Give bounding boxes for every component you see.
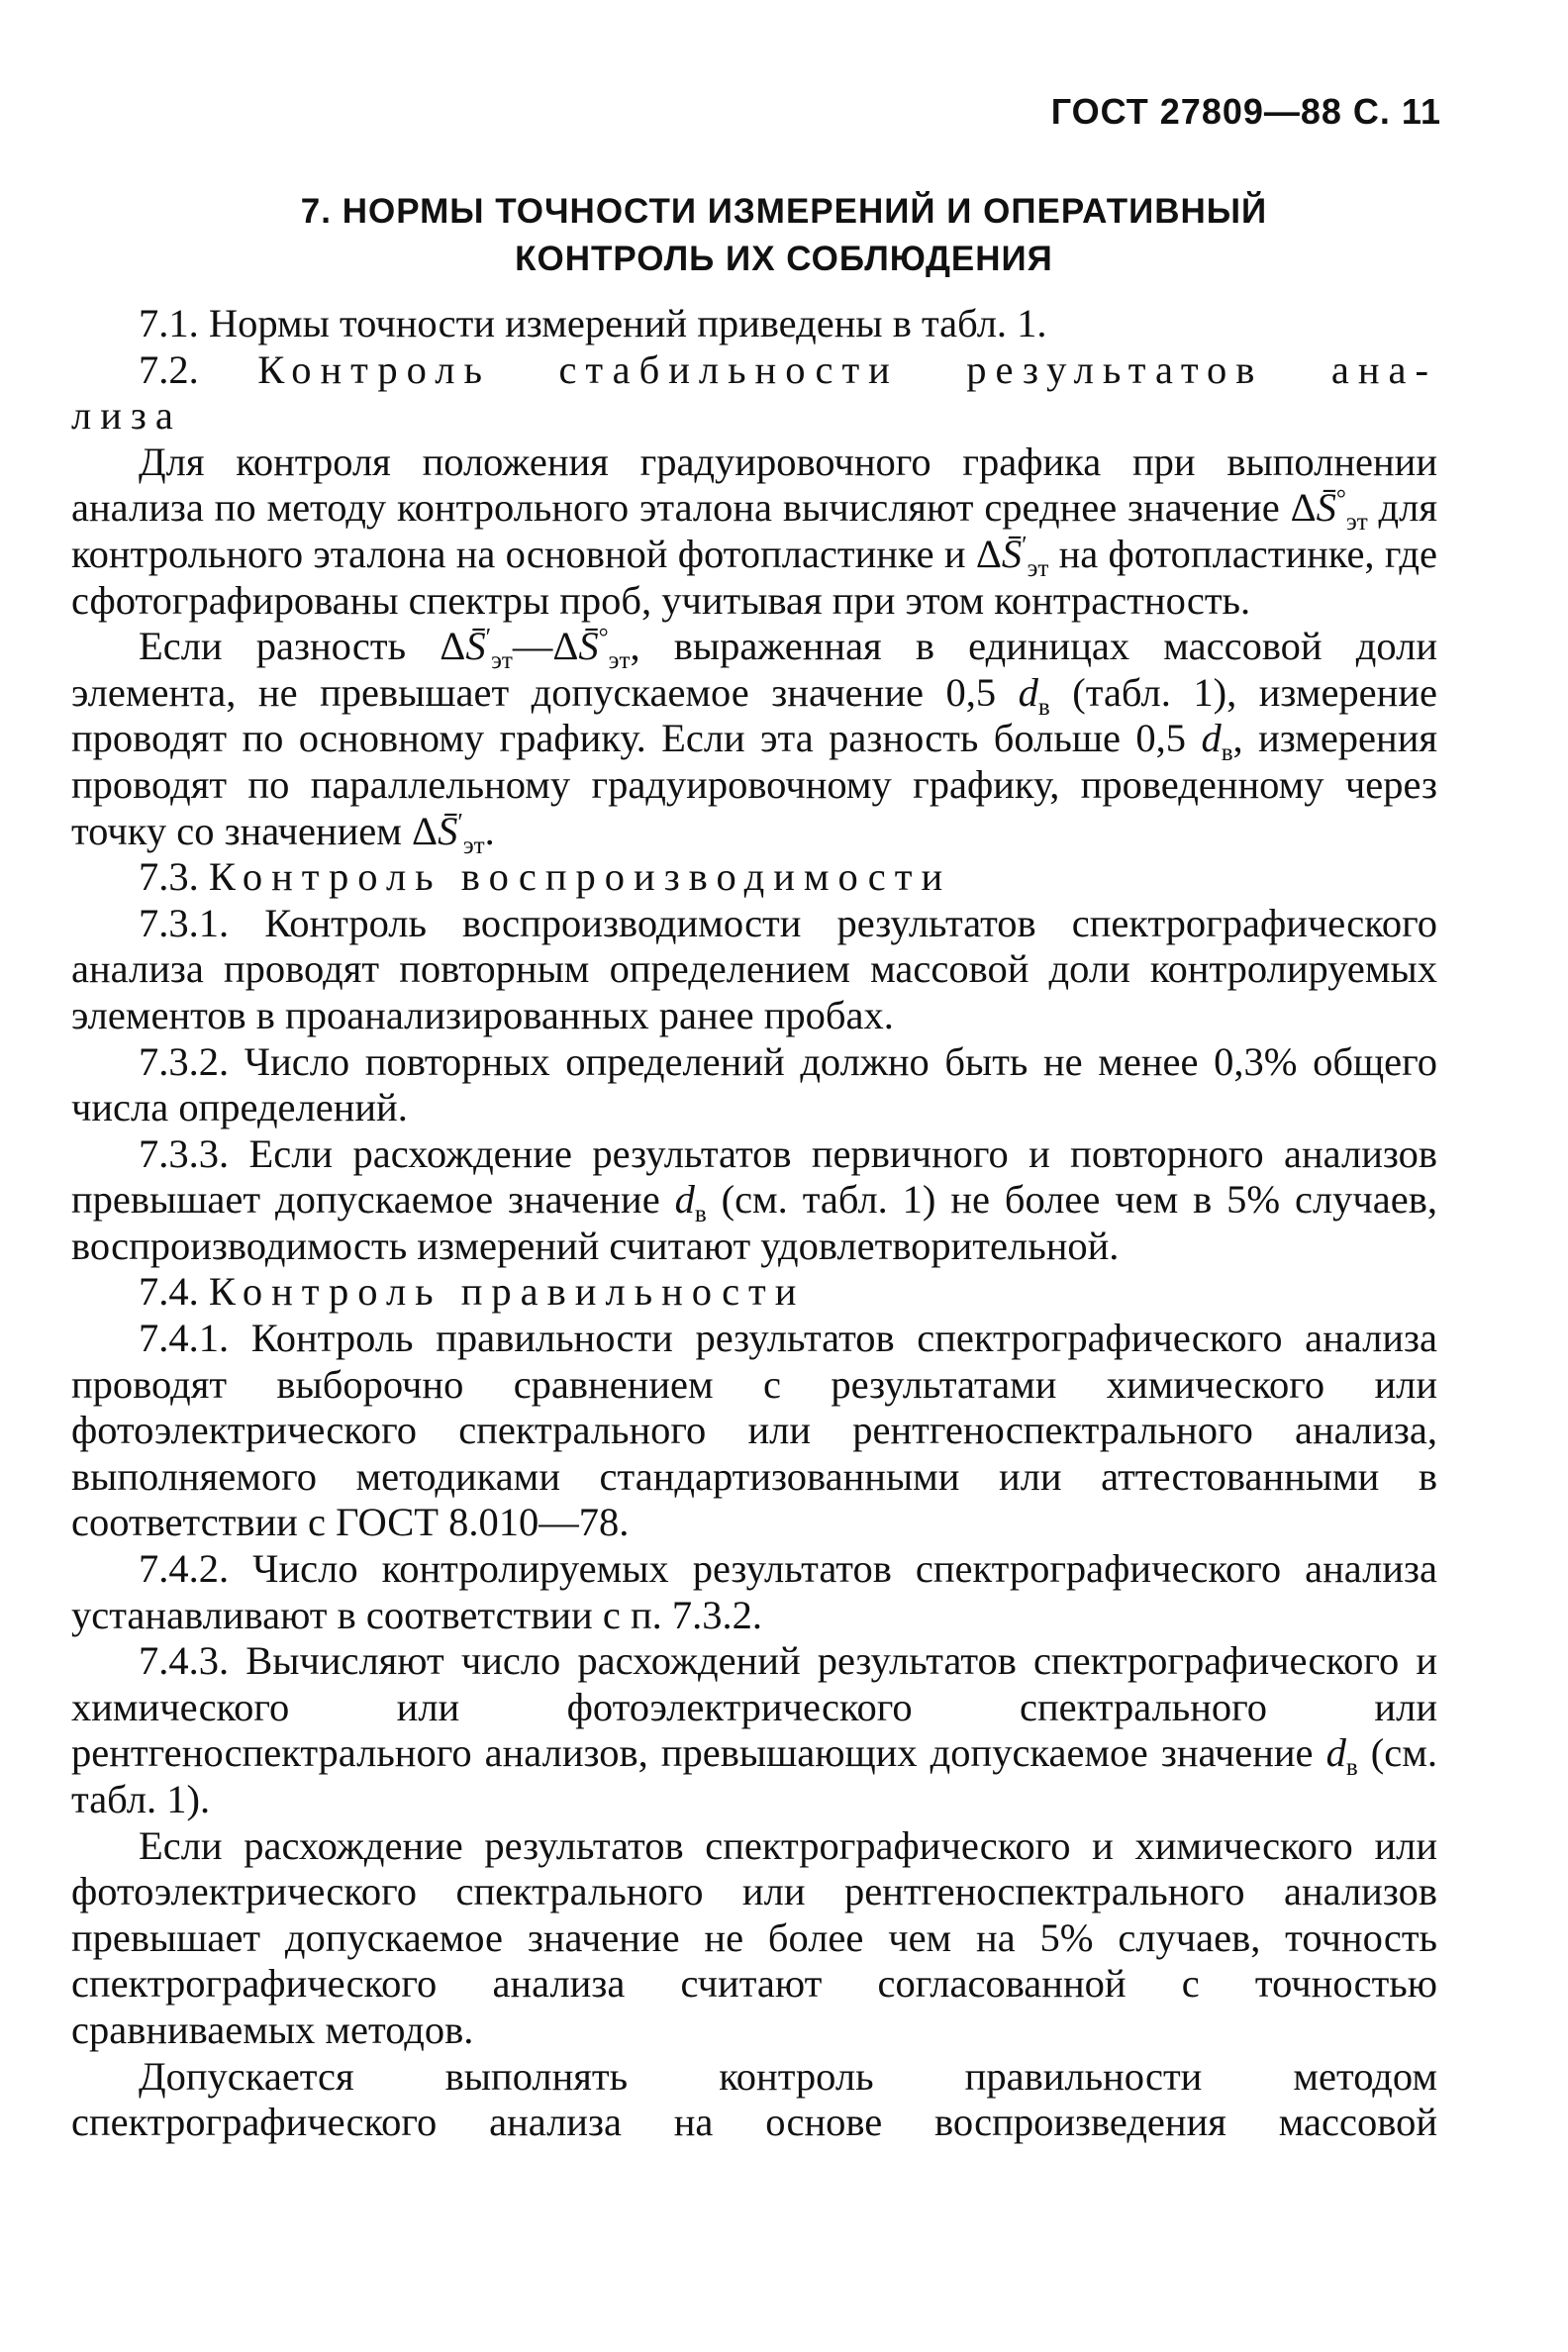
paragraph-7-3-3: 7.3.3. Если расхождение результатов первичного и повторного анализов превышает допускаемое значение $d_в$ (см. табл. 1) не более чем в 5% случаев, воспроизводимость измерений считают удовлетворительной. <box>71 1130 1438 1268</box>
spaced-title-cont: лиза <box>71 393 182 439</box>
formula-d-v: $d_в$ <box>674 1177 707 1228</box>
running-header: ГОСТ 27809—88 С. 11 <box>1050 91 1441 132</box>
formula-difference: $\Delta S'_{эт}—\Delta S^\circ_{эт}$ <box>440 624 631 675</box>
spaced-title: Контроль воспроизводимости <box>208 854 952 900</box>
formula-d-v: $d_в$ <box>1325 1730 1358 1782</box>
section-heading-line-2: КОНТРОЛЬ ИХ СОБЛЮДЕНИЯ <box>515 240 1053 278</box>
formula-d-v: $d_в$ <box>1201 716 1233 767</box>
spaced-title: Контроль правильности <box>208 1269 806 1315</box>
paragraph-7-3-2: 7.3.2. Число повторных определений должно быть не менее 0,3% общего числа определений. <box>71 1038 1437 1130</box>
formula-d-v: $d_в$ <box>1018 669 1050 721</box>
paragraph-7-2-heading-cont <box>71 393 1437 440</box>
section-heading <box>0 188 1568 283</box>
clause-number: 7.3. <box>139 854 199 900</box>
body-text <box>71 301 1437 2146</box>
spaced-title: Контроль стабильности результатов ана- <box>257 346 1437 392</box>
paragraph-7-4-3: 7.4.3. Вычисляют число расхождений результатов спектрографического и химического или фотоэлектрического спектрального или рентгеноспектрального анализов, превышающих допускаемое значение $d_в$ (см. табл. 1). <box>71 1638 1437 1821</box>
paragraph-7-3-1: 7.3.1. Контроль воспроизводимости результатов спектрографического анализа проводят повторным определением массовой доли контролируемых элементов в проанализированных ранее пробах. <box>71 900 1437 1037</box>
paragraph-discrepancy: Если расхождение результатов спектрографического и химического или фотоэлектрического спектрального или рентгеноспектрального анализов превышает допускаемое значение не более чем на 5% случаев, точность спектрографического анализа считают согласованной с точностью сравниваемых методов. <box>71 1822 1437 2052</box>
paragraph-7-3-heading <box>71 854 1437 901</box>
formula-delta-s-prime-et: $\Delta S'_{эт}$ <box>975 531 1049 583</box>
formula-delta-s-deg-et: $\Delta S^\circ_{эт}$ <box>1290 485 1368 537</box>
section-heading-line-1: 7. НОРМЫ ТОЧНОСТИ ИЗМЕРЕНИЙ И ОПЕРАТИВНЫЙ <box>300 192 1268 231</box>
clause-number: 7.2. <box>139 346 199 392</box>
paragraph-7-4-heading <box>71 1269 1437 1316</box>
paragraph-7-2-heading <box>71 347 1437 394</box>
paragraph-allowed: Допускается выполнять контроль правильности методом спектрографического анализа на основе воспроизведения массовой <box>71 2053 1437 2145</box>
formula-delta-s-prime-et: $\Delta S'_{эт}$ <box>412 808 485 859</box>
paragraph-7-4-1: 7.4.1. Контроль правильности результатов спектрографического анализа проводят выборочно сравнением с результатами химического или фотоэлектрического спектрального или рентгеноспектрального анализа, выполняемого методиками стандартизованными или аттестованными в соответствии с ГОСТ 8.010—78. <box>71 1316 1437 1545</box>
paragraph-difference: Если разность $\Delta S'_{эт}—\Delta S^\circ_{эт}$, выраженная в единицах массовой доли элемента, не превышает допускаемое значение 0,5 $d_в$ (табл. 1), измерение проводят по основному графику. Если эта разность больше 0,5 $d_в$, измерения проводят по параллельному градуировочному графику, проведенному через точку со значением $\Delta S'_{эт}$. <box>71 624 1437 859</box>
paragraph-7-1: 7.1. Нормы точности измерений приведены в табл. 1. <box>139 301 1047 345</box>
clause-number: 7.4. <box>139 1269 199 1315</box>
paragraph-stability: Для контроля положения градуировочного графика при выполнении анализа по методу контрольного эталона вычисляют среднее значение $\Delta S^\circ_{эт}$ для контрольного эталона на основной фотопластинке и $\Delta S'_{эт}$ на фотопластинке, где сфотографированы спектры проб, учитывая при этом контрастность. <box>71 439 1437 623</box>
paragraph-7-4-2: 7.4.2. Число контролируемых результатов спектрографического анализа устанавливают в соответствии с п. 7.3.2. <box>71 1546 1437 1637</box>
